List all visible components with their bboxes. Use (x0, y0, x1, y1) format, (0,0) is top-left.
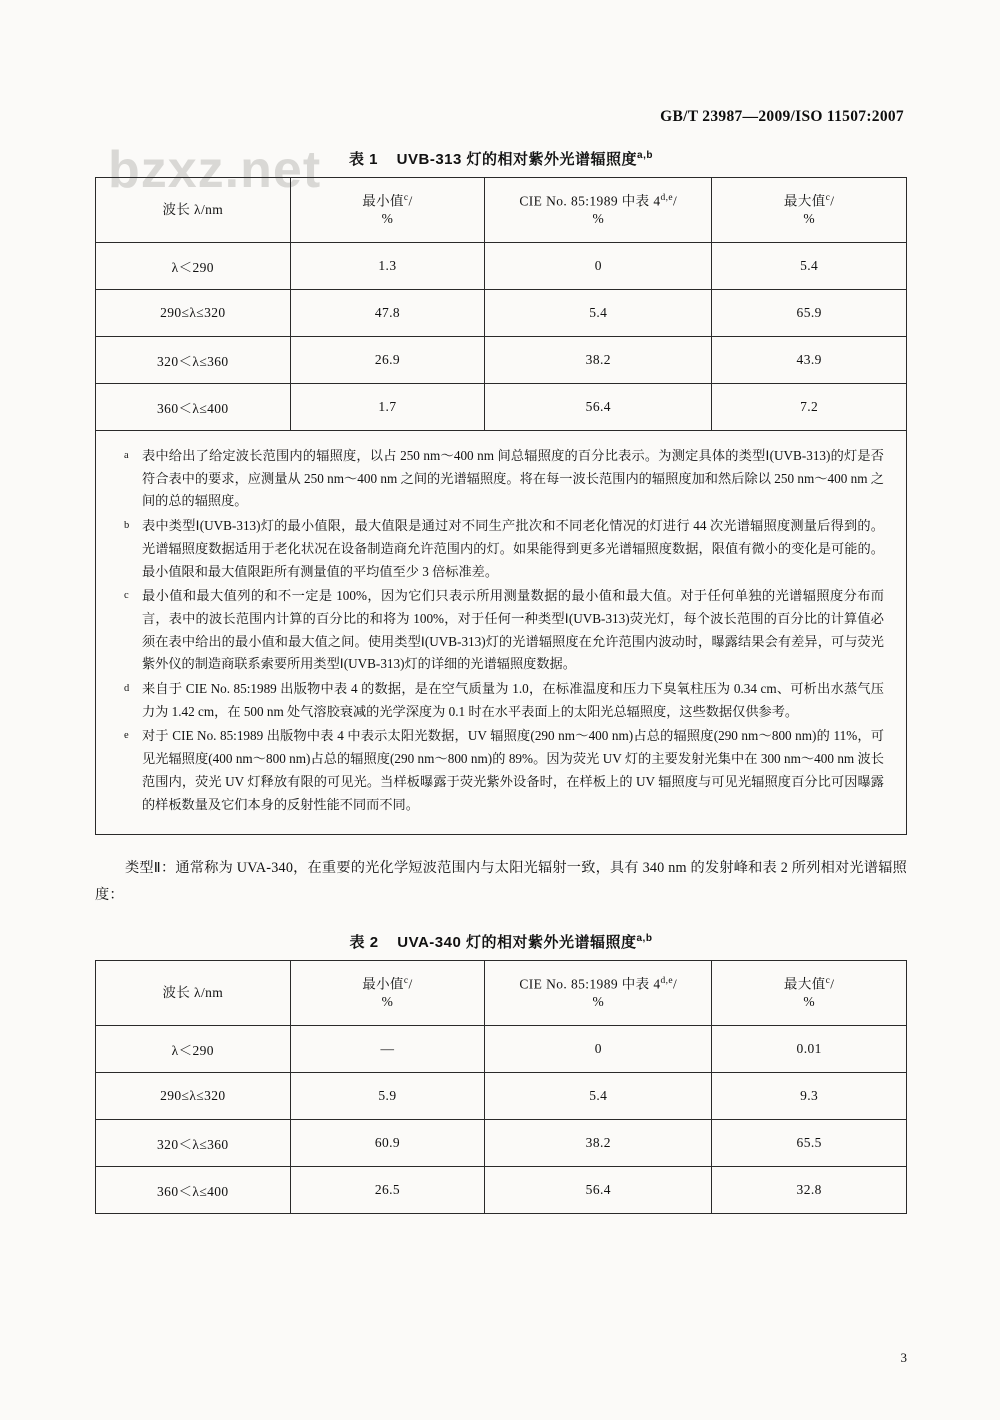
table-cell: 320＜λ≤360 (96, 1120, 291, 1167)
table-row (96, 384, 907, 431)
footnote-marker: a (124, 450, 129, 461)
table-2-col-cie: CIE No. 85:1989 中表 4$^{d,e}$/ % (485, 961, 712, 1026)
table-row (96, 290, 907, 337)
footnote-marker: b (124, 520, 130, 532)
table-cell: λ＜290 (96, 243, 291, 290)
table-cell: 5.4 (485, 1073, 712, 1120)
table-cell: 5.4 (712, 243, 907, 290)
footnote-text: 对于 CIE No. 85:1989 出版物中表 4 中表示太阳光数据，UV 辐照度(290 nm～400 nm)占总的辐照度(290 nm～800 nm)的 11%，可见光辐照度(400 nm～800 nm)占总的辐照度(290 nm～800 nm)的 89%。因为荧光 UV 灯的主要发射光集中在 300 nm～400 nm 波长范围内，荧光 UV 灯释放有限的可见光。当样板曝露于荧光紫外设备时，在样板上的 UV 辐照度与可见光辐照度百分比可因曝露的样板数量及它们本身的反射性能不同而不同。 (142, 728, 884, 812)
table-cell: 0 (485, 243, 712, 290)
table-2-caption (95, 931, 907, 952)
table-cell: 360＜λ≤400 (96, 1167, 291, 1214)
table-cell: 7.2 (712, 384, 907, 431)
table-cell: 290≤λ≤320 (96, 290, 291, 337)
footnote-a (116, 445, 884, 513)
table-2-col-min: 最小值$^c$/ % (290, 961, 485, 1026)
table-cell: 60.9 (290, 1120, 485, 1167)
table-row (96, 1167, 907, 1214)
table-cell: 9.3 (712, 1073, 907, 1120)
table-row (96, 1026, 907, 1073)
table-1-col-cie: CIE No. 85:1989 中表 4$^{d,e}$/ % (485, 178, 712, 243)
table-cell: λ＜290 (96, 1026, 291, 1073)
table-2-caption-prefix: 表 2 (349, 934, 379, 952)
footnote-c (116, 585, 884, 676)
footnote-e (116, 725, 884, 816)
table-1-col-max: 最大值$^c$/ % (712, 178, 907, 243)
table-cell: 43.9 (712, 337, 907, 384)
table-2-caption-sup: a,b (636, 933, 653, 945)
table-cell: 26.5 (290, 1167, 485, 1214)
table-2-col-max: 最大值$^c$/ % (712, 961, 907, 1026)
table-cell: 26.9 (290, 337, 485, 384)
table-cell: 47.8 (290, 290, 485, 337)
table-2-header-row (96, 961, 907, 1026)
table-1-caption-prefix: 表 1 (348, 151, 378, 168)
body-paragraph: 类型Ⅱ：通常称为 UVA-340，在重要的光化学短波范围内与太阳光辐射一致，具有 340 nm 的发射峰和表 2 所列相对光谱辐照度： (95, 860, 907, 904)
page-header: GB/T 23987—2009/ISO 11507:2007 (660, 108, 904, 125)
table-cell: 56.4 (485, 384, 712, 431)
table-cell: 5.9 (290, 1073, 485, 1120)
table-cell: 360＜λ≤400 (96, 384, 291, 431)
table-cell: 1.7 (290, 384, 485, 431)
table-cell: 65.9 (712, 290, 907, 337)
table-cell: — (290, 1026, 485, 1073)
table-row (96, 1073, 907, 1120)
footnote-marker: e (124, 730, 129, 742)
table-cell: 56.4 (485, 1167, 712, 1214)
footnote-text: 来自于 CIE No. 85:1989 出版物中表 4 的数据，是在空气质量为 1.0，在标准温度和压力下臭氧柱压为 0.34 cm、可析出水蒸气压力为 1.42 cm，在 500 nm 处气溶胶衰减的光学深度为 0.1 时在水平表面上的太阳光总辐照度，这些数据仅供参考。 (142, 681, 884, 719)
table-cell: 32.8 (712, 1167, 907, 1214)
footnote-marker: c (124, 590, 129, 602)
table-cell: 1.3 (290, 243, 485, 290)
table-row (96, 1120, 907, 1167)
table-1 (95, 177, 907, 431)
page-number: 3 (900, 1350, 907, 1365)
table-1-caption-sup: a,b (637, 150, 653, 161)
table-cell: 0 (485, 1026, 712, 1073)
table-cell: 65.5 (712, 1120, 907, 1167)
footnote-text: 表中给出了给定波长范围内的辐照度，以占 250 nm～400 nm 间总辐照度的百分比表示。为测定具体的类型Ⅰ(UVB-313)的灯是否符合表中的要求，应测量从 250 nm～400 nm 之间的光谱辐照度。将在每一波长范围内的辐照度加和然后除以 250 nm～400 nm 之间的总的辐照度。 (142, 448, 884, 509)
table-cell: 320＜λ≤360 (96, 337, 291, 384)
watermark-text: bzxz.net (108, 141, 322, 199)
table-1-col-min: 最小值$^c$/ % (290, 178, 485, 243)
footnote-text: 表中类型Ⅰ(UVB-313)灯的最小值限，最大值限是通过对不同生产批次和不同老化情况的灯进行 44 次光谱辐照度测量后得到的。光谱辐照度数据适用于老化状况在设备制造商允许范围内的灯。如果能得到更多光谱辐照度数据，限值有微小的变化是可能的。最小值限和最大值限距所有测量值的平均值至少 3 倍标准差。 (142, 518, 884, 579)
table-2-caption-text: UVA-340 灯的相对紫外光谱辐照度 (397, 934, 637, 952)
table-1-header-row (96, 178, 907, 243)
table-1-caption (95, 148, 907, 169)
footnote-text: 最小值和最大值列的和不一定是 100%，因为它们只表示所用测量数据的最小值和最大值。对于任何单独的光谱辐照度分布而言，表中的波长范围内计算的百分比的和将为 100%，对于任何一种类型Ⅰ(UVB-313)荧光灯，每个波长范围的百分比的计算值必须在表中给出的最小值和最大值之间。使用类型Ⅰ(UVB-313)灯的光谱辐照度在允许范围内波动时，曝露结果会有差异，可与荧光紫外仪的制造商联系索要所用类型Ⅰ(UVB-313)灯的详细的光谱辐照度数据。 (142, 588, 884, 672)
table-row (96, 337, 907, 384)
page-content (95, 108, 907, 1365)
table-1-col-wavelength: 波长 λ/nm (96, 178, 291, 243)
table-cell: 0.01 (712, 1026, 907, 1073)
footnote-marker: d (124, 683, 130, 695)
table-2-col-wavelength: 波长 λ/nm (96, 961, 291, 1026)
table-cell: 290≤λ≤320 (96, 1073, 291, 1120)
footnote-d (116, 678, 884, 723)
table-1-footnotes (95, 431, 907, 835)
table-row (96, 243, 907, 290)
table-2 (95, 960, 907, 1214)
table-cell: 38.2 (485, 1120, 712, 1167)
table-cell: 38.2 (485, 337, 712, 384)
footnote-b (116, 515, 884, 583)
table-1-caption-text: UVB-313 灯的相对紫外光谱辐照度 (396, 151, 638, 168)
table-cell: 5.4 (485, 290, 712, 337)
